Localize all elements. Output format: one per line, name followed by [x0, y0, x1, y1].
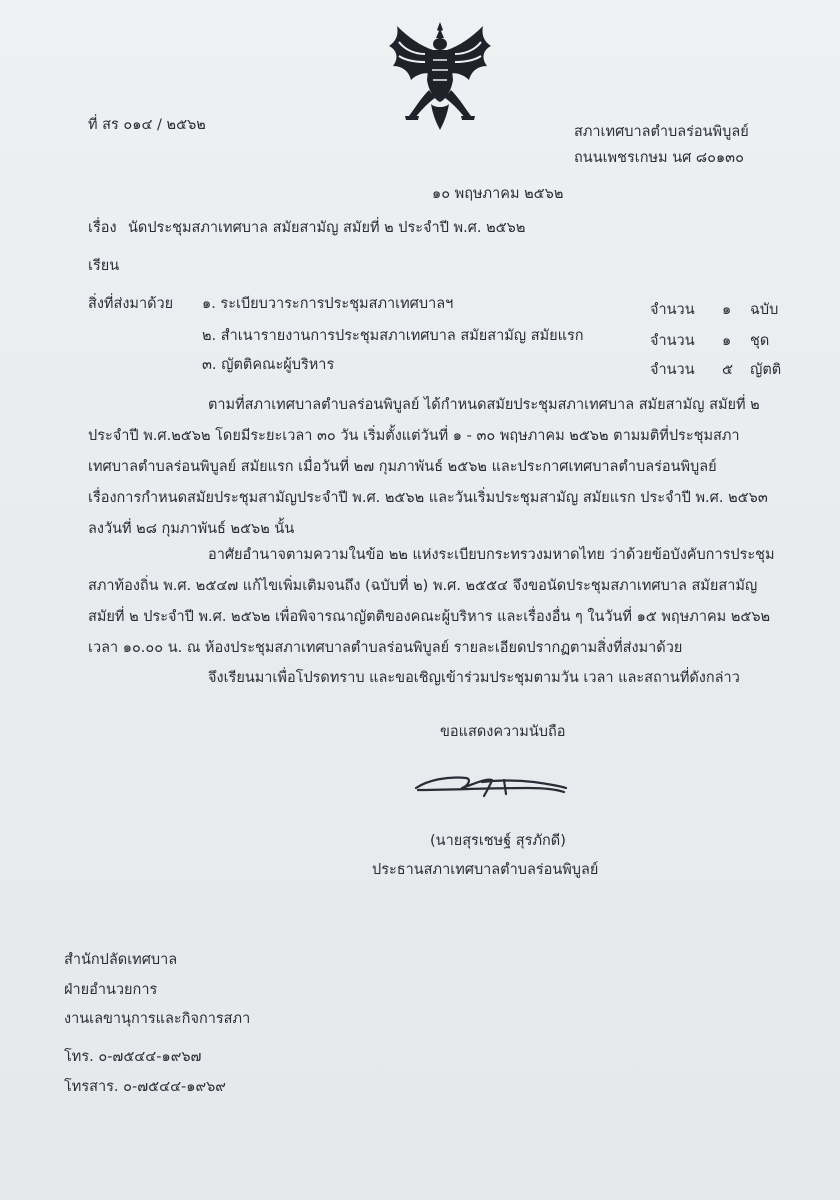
- letter-date: ๑๐ พฤษภาคม ๒๕๖๒: [432, 186, 564, 202]
- body-paragraph-3: จึงเรียนมาเพื่อโปรดทราบ และขอเชิญเข้าร่วมประชุมตามวัน เวลา และสถานที่ดังกล่าว: [208, 670, 740, 686]
- paragraph-line: อาศัยอำนาจตามความในข้อ ๒๒ แห่งระเบียบกระทรวงมหาดไทย ว่าด้วยข้อบังคับการประชุม: [208, 547, 775, 563]
- enclosure-qty: ๕: [722, 362, 733, 378]
- closing-phrase: ขอแสดงความนับถือ: [440, 724, 566, 740]
- paragraph-line: สมัยที่ ๒ ประจำปี พ.ศ. ๒๕๖๒ เพื่อพิจารณาญัตติของคณะผู้บริหาร และเรื่องอื่น ๆ ในวันที่ ๑๕ พฤษภาคม ๒๕๖๒: [88, 609, 771, 625]
- paragraph-line: เวลา ๑๐.๐๐ น. ณ ห้องประชุมสภาเทศบาลตำบลร่อนพิบูลย์ รายละเอียดปรากฏตามสิ่งที่ส่งมาด้วย: [88, 640, 683, 656]
- enclosure-qty-label: จำนวน: [650, 333, 695, 349]
- paragraph-line: ตามที่สภาเทศบาลตำบลร่อนพิบูลย์ ได้กำหนดสมัยประชุมสภาเทศบาล สมัยสามัญ สมัยที่ ๒: [208, 397, 760, 413]
- garuda-emblem-icon: [385, 20, 495, 132]
- enclosure-item: ๒. สำเนารายงานการประชุมสภาเทศบาล สมัยสามัญ สมัยแรก: [202, 328, 584, 344]
- body-paragraph-2: [88, 540, 775, 664]
- fax-number: โทรสาร. ๐-๗๕๔๔-๑๙๖๙: [64, 1079, 226, 1095]
- paragraph-line: เรื่องการกำหนดสมัยประชุมสามัญประจำปี พ.ศ. ๒๕๖๒ และวันเริ่มประชุมสามัญ สมัยแรก ประจำปี พ.ศ. ๒๕๖๓: [88, 490, 768, 506]
- enclosure-item: ๓. ญัตติคณะผู้บริหาร: [202, 357, 335, 373]
- enclosure-item: ๑. ระเบียบวาระการประชุมสภาเทศบาลฯ: [202, 296, 454, 312]
- reference-number: ที่ สร ๐๑๔ / ๒๕๖๒: [88, 117, 206, 133]
- enclosure-unit: ชุด: [750, 333, 770, 349]
- paragraph-line: เทศบาลตำบลร่อนพิบูลย์ สมัยแรก เมื่อวันที่ ๒๗ กุมภาพันธ์ ๒๕๖๒ และประกาศเทศบาลตำบลร่อนพิบูลย์: [88, 459, 717, 475]
- signer-title: ประธานสภาเทศบาลตำบลร่อนพิบูลย์: [372, 862, 599, 878]
- enclosure-qty: ๑: [722, 333, 732, 349]
- office-line: สำนักปลัดเทศบาล: [64, 952, 178, 968]
- paragraph-line: ลงวันที่ ๒๘ กุมภาพันธ์ ๒๕๖๒ นั้น: [88, 521, 295, 537]
- paragraph-line: ประจำปี พ.ศ.๒๕๖๒ โดยมีระยะเวลา ๓๐ วัน เริ่มตั้งแต่วันที่ ๑ - ๓๐ พฤษภาคม ๒๕๖๒ ตามมติที่ประชุมสภา: [88, 428, 740, 444]
- office-line: งานเลขานุการและกิจการสภา: [64, 1011, 251, 1027]
- sender-name: สภาเทศบาลตำบลร่อนพิบูลย์: [574, 124, 749, 140]
- enclosures-label: สิ่งที่ส่งมาด้วย: [88, 296, 174, 312]
- sender-address: ถนนเพชรเกษม นศ ๘๐๑๓๐: [574, 150, 744, 166]
- punch-hole-mark: [0, 704, 10, 728]
- signer-name: (นายสุรเชษฐ์ สุรภักดี): [430, 833, 566, 849]
- punch-hole-mark: [0, 362, 10, 386]
- paragraph-line: สภาท้องถิ่น พ.ศ. ๒๕๔๗ แก้ไขเพิ่มเติมจนถึง (ฉบับที่ ๒) พ.ศ. ๒๕๕๔ จึงขอนัดประชุมสภาเทศบาล สมัยสามัญ: [88, 578, 758, 594]
- salutation: เรียน: [88, 258, 120, 274]
- enclosure-unit: ญัตติ: [750, 362, 782, 378]
- office-line: ฝ่ายอำนวยการ: [64, 982, 158, 998]
- signature-mark: [408, 766, 573, 806]
- body-paragraph-1: [88, 390, 768, 545]
- subject-label: เรื่อง: [88, 220, 117, 236]
- subject-text: นัดประชุมสภาเทศบาล สมัยสามัญ สมัยที่ ๒ ประจำปี พ.ศ. ๒๕๖๒: [128, 220, 526, 236]
- enclosure-unit: ฉบับ: [750, 302, 779, 318]
- enclosure-qty: ๑: [722, 302, 732, 318]
- phone-number: โทร. ๐-๗๕๔๔-๑๙๖๗: [64, 1049, 202, 1065]
- enclosure-qty-label: จำนวน: [650, 302, 695, 318]
- enclosure-qty-label: จำนวน: [650, 362, 695, 378]
